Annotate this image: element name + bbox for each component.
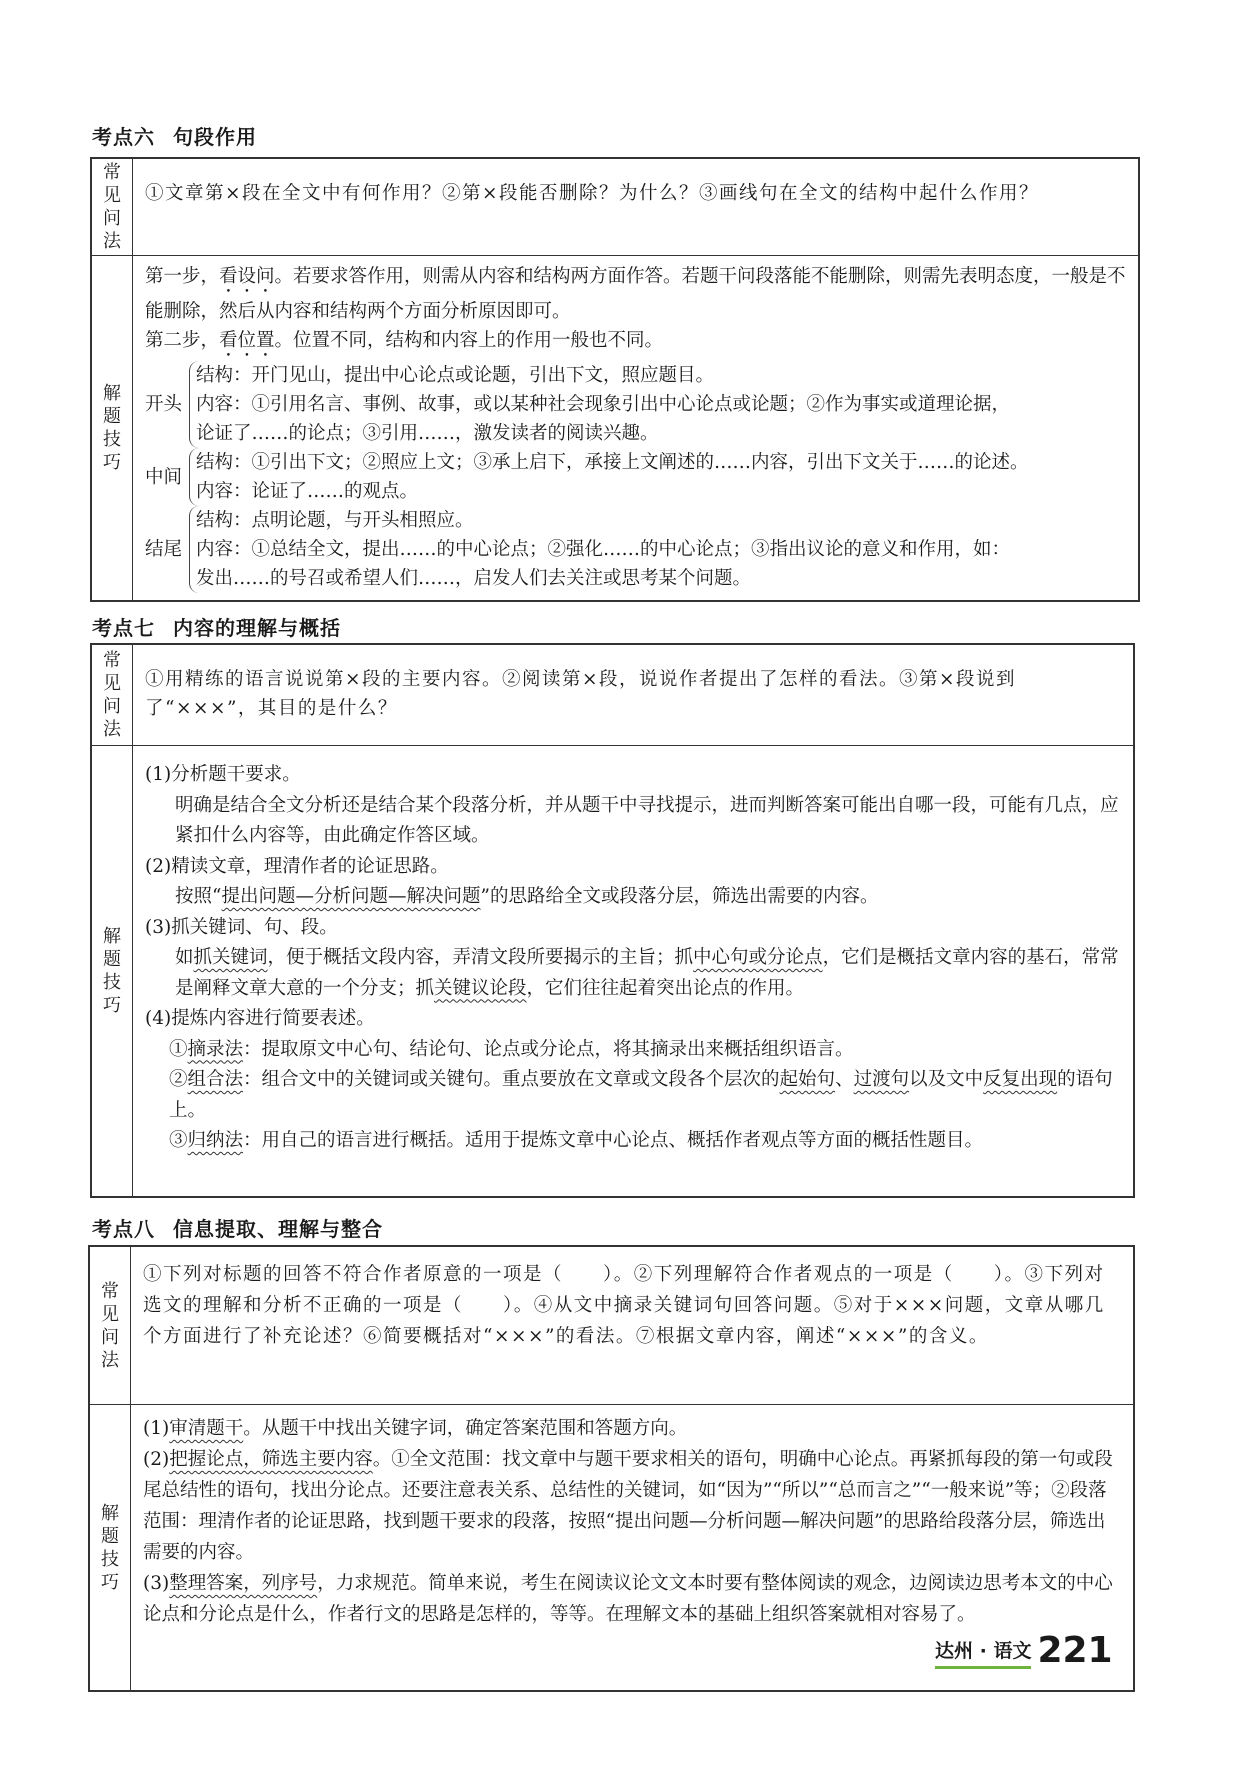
section-6-code: 考点六 <box>92 125 155 149</box>
label-common-questions: 常 见 问 法 <box>92 645 133 745</box>
section-7-table <box>90 643 1135 1198</box>
step-one: 第一步，看设问。若要求答作用，则需从内容和结构两方面作答。若题干问段落能不能删除，则需先表明态度，一般是不能删除，然后从内容和结构两个方面分析原因即可。 <box>145 266 1126 322</box>
question-row <box>90 1247 1133 1404</box>
group-ending-label: 结尾 <box>145 539 183 560</box>
list-item: 结构：开门见山，提出中心论点或论题，引出下文，照应题目。 <box>196 365 715 386</box>
label-solving-skills: 解 题 技 巧 <box>92 256 133 600</box>
section-8-title: 信息提取、理解与整合 <box>173 1217 383 1241</box>
question-row <box>92 159 1138 255</box>
step-two: 第二步，看位置。位置不同，结构和内容上的作用一般也不同。 <box>145 330 664 351</box>
skills-text <box>133 746 1133 1196</box>
skills-row <box>92 255 1138 600</box>
skills-row <box>92 745 1133 1196</box>
label-common-questions: 常 见 问 法 <box>90 1247 131 1404</box>
method-item: ①摘录法：提取原文中心句、结论句、论点或分论点，将其摘录出来概括组织语言。 <box>169 1038 854 1060</box>
label-solving-skills: 解 题 技 巧 <box>92 746 133 1196</box>
list-item: 内容：论证了……的观点。 <box>196 481 419 502</box>
list-item: 内容：①引用名言、事例、故事，或以某种社会现象引出中心论点或论题；②作为事实或道理论据， <box>196 394 1011 415</box>
step-body: 按照“提出问题—分析问题—解决问题”的思路给全文或段落分层，筛选出需要的内容。 <box>175 886 879 907</box>
group-ending <box>145 506 1128 593</box>
step-heading: (1)分析题干要求。 <box>145 764 301 785</box>
section-6-title: 句段作用 <box>173 125 257 149</box>
step-body: 如抓关键词，便于概括文段内容，弄清文段所要揭示的主旨；抓中心句或分论点，它们是概括文章内容的基石，常常是阐释文章大意的一个分支；抓关键议论段，它们往往起着突出论点的作用。 <box>175 947 1119 999</box>
section-8-code: 考点八 <box>92 1217 155 1241</box>
region-subject-label: 达州 · 语文 <box>935 1636 1031 1669</box>
label-common-questions: 常 见 问 法 <box>92 159 133 255</box>
group-middle-label: 中间 <box>145 466 183 488</box>
group-opening-label: 开头 <box>145 394 183 415</box>
list-item: 结构：点明论题，与开头相照应。 <box>196 510 474 531</box>
method-item: ③归纳法：用自己的语言进行概括。适用于提炼文章中心论点、概括作者观点等方面的概括性题目。 <box>169 1130 984 1151</box>
list-item: 结构：①引出下文；②照应上文；③承上启下，承接上文阐述的……内容，引出下文关于……的论述。 <box>196 452 1029 473</box>
section-6-heading <box>92 121 257 150</box>
group-opening <box>145 361 1128 448</box>
skills-text <box>133 256 1138 600</box>
section-7-code: 考点七 <box>92 616 155 640</box>
step-item: (1)审清题干。从题干中找出关键字词，确定答案范围和答题方向。 <box>143 1418 688 1439</box>
question-text: ①下列对标题的回答不符合作者原意的一项是（ ）。②下列理解符合作者观点的一项是（ ）。③下列对选文的理解和分析不正确的一项是（ ）。④从文中摘录关键词句回答问题。⑤对于×××问题，文章从哪几个方面进行了补充论述？⑥简要概括对“×××”的看法。⑦根据文章内容，阐述“×××”的含义。 <box>143 1264 1105 1347</box>
step-heading: (2)精读文章，理清作者的论证思路。 <box>145 855 449 877</box>
section-8-heading <box>92 1213 383 1242</box>
list-item: 发出……的号召或希望人们……，启发人们去关注或思考某个问题。 <box>196 568 752 589</box>
step-heading: (3)抓关键词、句、段。 <box>145 916 338 938</box>
section-7-title: 内容的理解与概括 <box>173 616 341 640</box>
question-text: ①用精练的语言说说第×段的主要内容。②阅读第×段，说说作者提出了怎样的看法。③第×段说到了“×××”，其目的是什么？ <box>145 669 1017 719</box>
step-item: (2)把握论点，筛选主要内容。①全文范围：找文章中与题干要求相关的语句，明确中心论点。再紧抓每段的第一句或段尾总结性的语句，找出分论点。还要注意表关系、总结性的关键词，如“因为”“所以”“总而言之”“一般来说”等；②段落范围：理清作者的论证思路，找到题干要求的段落，按照“提出问题—分析问题—解决问题”的思路给段落分层，筛选出需要的内容。 <box>143 1449 1113 1563</box>
question-row <box>92 645 1133 745</box>
page-number: 221 <box>1037 1630 1113 1671</box>
question-text: ①文章第×段在全文中有何作用？②第×段能否删除？为什么？③画线句在全文的结构中起什么作用？ <box>145 183 1040 204</box>
section-6-table <box>90 157 1140 602</box>
step-body: 明确是结合全文分析还是结合某个段落分析，并从题干中寻找提示，进而判断答案可能出自哪一段，可能有几点，应紧扣什么内容等，由此确定作答区域。 <box>175 794 1119 846</box>
group-middle <box>145 448 1128 506</box>
list-item: 论证了……的论点；③引用……，激发读者的阅读兴趣。 <box>196 423 659 444</box>
label-solving-skills: 解 题 技 巧 <box>90 1405 131 1690</box>
step-item: (3)整理答案，列序号，力求规范。简单来说，考生在阅读议论文文本时要有整体阅读的观念，边阅读边思考本文的中心论点和分论点是什么，作者行文的思路是怎样的，等等。在理解文本的基础上组织答案就相对容易了。 <box>143 1573 1113 1625</box>
page-footer <box>935 1630 1113 1671</box>
section-7-heading <box>92 612 341 641</box>
step-heading: (4)提炼内容进行简要表述。 <box>145 1008 375 1029</box>
section-8-table <box>88 1245 1135 1692</box>
method-item: ②组合法：组合文中的关键词或关键句。重点要放在文章或文段各个层次的起始句、过渡句以及文中反复出现的语句上。 <box>169 1069 1113 1121</box>
list-item: 内容：①总结全文，提出……的中心论点；②强化……的中心论点；③指出议论的意义和作用，如： <box>196 539 1011 560</box>
